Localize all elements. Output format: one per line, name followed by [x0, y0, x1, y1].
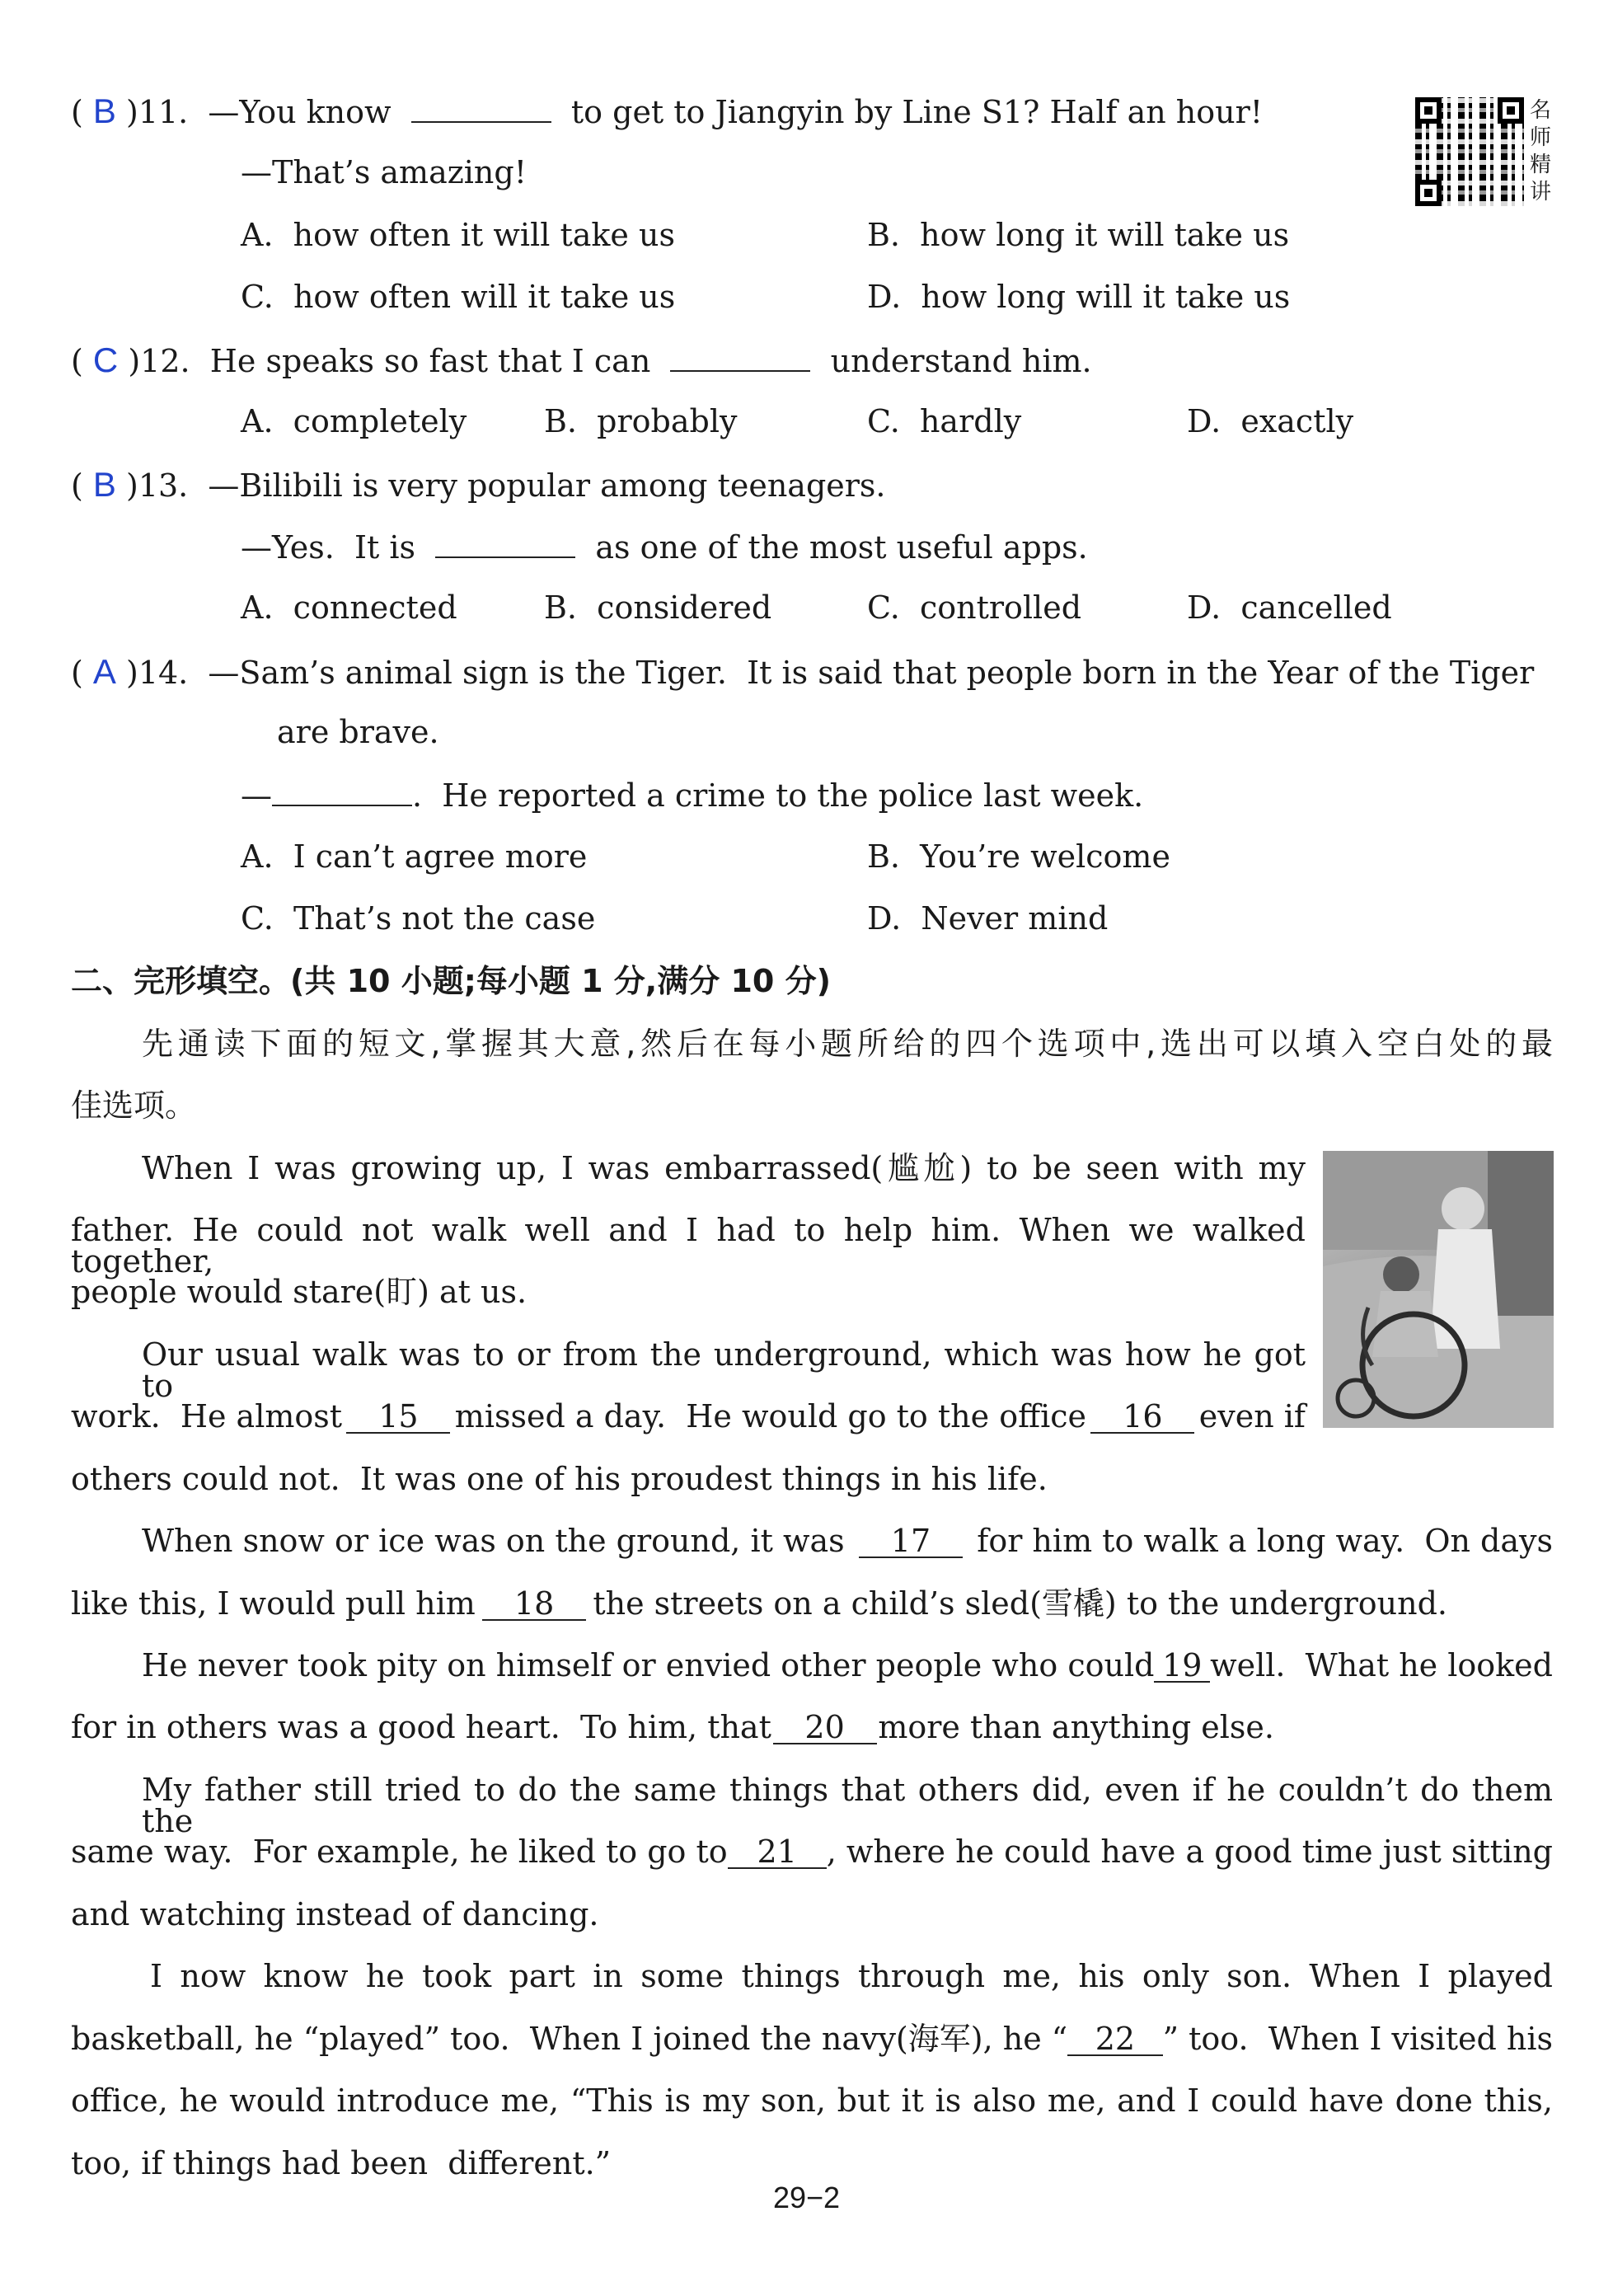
qr-code[interactable]: [1415, 97, 1524, 206]
option-11-a: A. how often it will take us: [241, 217, 675, 253]
option-12-d: D. exactly: [1187, 403, 1354, 439]
option-13-c: C. controlled: [867, 589, 1082, 626]
passage-p6-line3: office, he would introduce me, “This is my son, but it is also me, and I could have done this,: [71, 2082, 1553, 2119]
option-12-c: C. hardly: [867, 403, 1022, 439]
passage-p3-line1: When snow or ice was on the ground, it was 17 for him to walk a long way. On days: [142, 1523, 1553, 1559]
passage-p1-line2: father. He could not walk well and I had to help him. When we walked together,: [71, 1212, 1306, 1279]
passage-p4-line2: for in others was a good heart. To him, that 20 more than anything else.: [71, 1709, 1274, 1745]
passage-p4-line1: He never took pity on himself or envied other people who could 19 well. What he looked: [142, 1647, 1553, 1683]
question-11-stem: ( B )11. —You know to get to Jiangyin by Line S1? Half an hour!: [71, 92, 1264, 130]
option-12-b: B. probably: [544, 403, 738, 439]
question-13-stem: ( B )13. —Bilibili is very popular among teenagers.: [71, 465, 886, 504]
answer-12: C: [92, 340, 119, 379]
blank-15: 15: [346, 1401, 450, 1434]
section-instruction-cont: 佳选项。: [71, 1087, 197, 1124]
qr-finder: [1415, 97, 1442, 124]
blank-22: 22: [1067, 2023, 1162, 2056]
passage-p2-line1: Our usual walk was to or from the underground, which was how he got to: [142, 1336, 1306, 1404]
passage-p2-line2: work. He almost 15 missed a day. He would go to the office 16 even if: [71, 1398, 1306, 1434]
option-13-b: B. considered: [544, 589, 772, 626]
option-13-d: D. cancelled: [1187, 589, 1392, 626]
option-11-c: C. how often will it take us: [241, 279, 676, 315]
passage-p6-line2: basketball, he “played” too. When I joined the navy(海军), he “ 22 ” too. When I visited his: [71, 2021, 1553, 2057]
answer-14: A: [92, 652, 116, 691]
passage-p3-line2: like this, I would pull him 18 the streets on a child’s sled(雪橇) to the underground.: [71, 1585, 1447, 1622]
passage-p5-line2: same way. For example, he liked to go to 21 , where he could have a good time just sitting: [71, 1834, 1553, 1870]
question-12-stem: ( C )12. He speaks so fast that I can understand him.: [71, 340, 1092, 379]
option-14-c: C. That’s not the case: [241, 900, 596, 937]
blank-13: [435, 530, 575, 558]
option-11-d: D. how long will it take us: [867, 279, 1291, 315]
qr-finder: [1498, 97, 1524, 124]
blank-20: 20: [773, 1711, 877, 1744]
blank-21: 21: [728, 1836, 827, 1869]
blank-18: 18: [482, 1588, 586, 1621]
section-heading: 二、完形填空。(共 10 小题;每小题 1 分,满分 10 分): [71, 963, 831, 999]
passage-p1-line3: people would stare(盯) at us.: [71, 1274, 528, 1310]
option-14-b: B. You’re welcome: [867, 838, 1170, 875]
passage-p5-line1: My father still tried to do the same things that others did, even if he couldn’t do them the: [142, 1772, 1553, 1839]
option-14-a: A. I can’t agree more: [241, 838, 588, 875]
page-number: 29−2: [772, 2181, 841, 2214]
passage-p6-line1: I now know he took part in some things through me, his only son. When I played: [150, 1958, 1553, 1994]
passage-p6-line4: too, if things had been different.”: [71, 2145, 612, 2181]
question-13-reply: —Yes. It is as one of the most useful apps.: [241, 529, 1088, 566]
passage-p1-line1: When I was growing up, I was embarrassed(尴尬) to be seen with my: [142, 1150, 1306, 1186]
blank-11: [411, 95, 551, 123]
option-14-d: D. Never mind: [867, 900, 1109, 937]
qr-finder: [1415, 180, 1442, 206]
passage-p5-line3: and watching instead of dancing.: [71, 1896, 599, 1932]
qr-label: 名师精讲: [1530, 98, 1552, 204]
blank-14: [272, 778, 412, 806]
blank-17: 17: [859, 1525, 963, 1558]
passage-p2-line3: others could not. It was one of his proudest things in his life.: [71, 1461, 1048, 1497]
wheelchair-photo: [1323, 1151, 1554, 1428]
answer-11: B: [92, 92, 116, 130]
blank-12: [670, 344, 810, 372]
question-14-reply: — . He reported a crime to the police last week.: [241, 777, 1144, 814]
blank-16: 16: [1090, 1401, 1194, 1434]
option-11-b: B. how long it will take us: [867, 217, 1290, 253]
question-11-reply: —That’s amazing!: [241, 154, 527, 190]
option-12-a: A. completely: [241, 403, 467, 439]
question-14-stem: ( A )14. —Sam’s animal sign is the Tiger. It is said that people born in the Year of the Tiger: [71, 652, 1535, 691]
question-14-stem-cont: are brave.: [277, 714, 439, 750]
blank-19: 19: [1154, 1650, 1210, 1683]
answer-13: B: [92, 465, 116, 504]
section-instruction: 先通读下面的短文,掌握其大意,然后在每小题所给的四个选项中,选出可以填入空白处的最: [142, 1026, 1553, 1062]
option-13-a: A. connected: [241, 589, 457, 626]
